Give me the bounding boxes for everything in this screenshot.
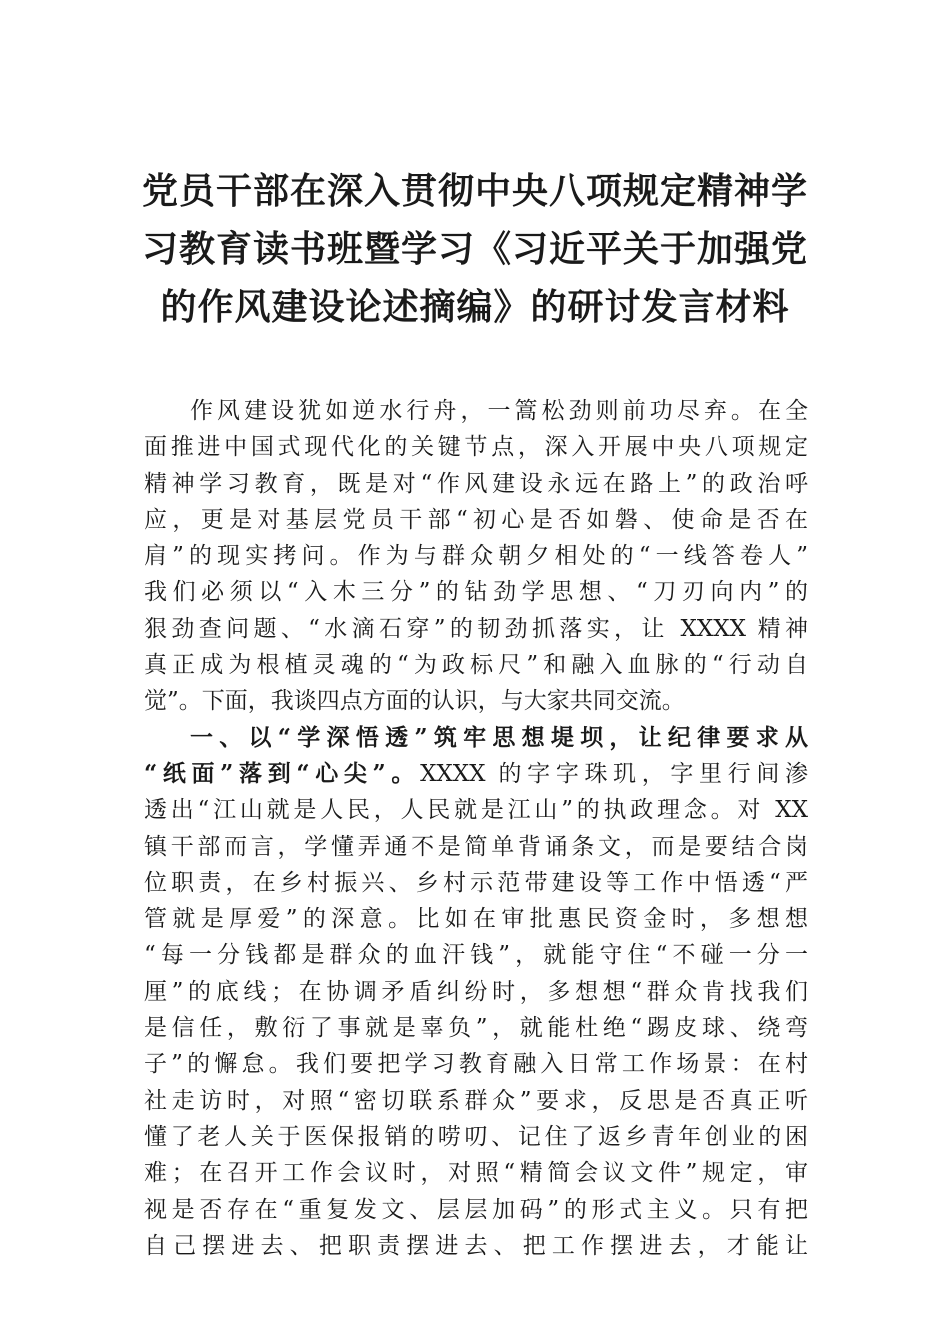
title-line: 党员干部在深入贯彻中央八项规定精神学 [141,170,808,212]
intro-line: 觉”。下面，我谈四点方面的认识，与大家共同交流。 [144,688,685,715]
section-line: 是信任，敷衍了事就是辜负”，就能杜绝“踢皮球、绕弯 [144,1015,808,1042]
section-line: 社走访时，对照“密切联系群众”要求，反思是否真正听 [144,1087,808,1114]
section-line: 子”的懈怠。我们要把学习教育融入日常工作场景：在村 [144,1051,808,1078]
intro-line: 作风建设犹如逆水行舟，一篙松劲则前功尽弃。在全 [190,398,808,424]
intro-line: 面推进中国式现代化的关键节点，深入开展中央八项规定 [144,434,808,461]
section-line: 难；在召开工作会议时，对照“精简会议文件”规定，审 [144,1160,808,1187]
section-line: 透出“江山就是人民，人民就是江山”的执政理念。对 XX [144,797,808,824]
title-line: 习教育读书班暨学习《习近平关于加强党 [141,228,808,270]
intro-line: 应，更是对基层党员干部“初心是否如磐、使命是否在 [144,506,808,533]
document-body [144,393,808,1264]
intro-line: 狠劲查问题、“水滴石穿”的韧劲抓落实，让 XXXX 精神 [144,615,808,642]
intro-line: 精神学习教育，既是对“作风建设永远在路上”的政治呼 [144,470,808,497]
section-line [144,756,808,792]
intro-line: 真正成为根植灵魂的“为政标尺”和融入血脉的“行动自 [144,652,808,679]
section-line: 自己摆进去、把职责摆进去、把工作摆进去，才能让 [144,1232,808,1259]
section-line: 厘”的底线；在协调矛盾纠纷时，多想想“群众肯找我们 [144,978,808,1005]
section-heading-continued: “纸面”落到“心尖”。 [144,759,421,787]
title-line: 的作风建设论述摘编》的研讨发言材料 [160,286,790,328]
section-line: “每一分钱都是群众的血汗钱”，就能守住“不碰一分一 [144,942,808,969]
intro-line: 我们必须以“入木三分”的钻劲学思想、“刀刃向内”的 [144,579,808,606]
section-line: 视是否存在“重复发文、层层加码”的形式主义。只有把 [144,1196,808,1223]
section-line: 位职责，在乡村振兴、乡村示范带建设等工作中悟透“严 [144,869,808,896]
section-heading: 一、以“学深悟透”筑牢思想堤坝，让纪律要求从 [190,723,808,751]
section-line: 管就是厚爱”的深意。比如在审批惠民资金时，多想想 [144,906,808,933]
section-line: 懂了老人关于医保报销的唠叨、记住了返乡青年创业的困 [144,1123,808,1150]
document-title [120,162,830,336]
section-line-text: XXXX 的字字珠玑，字里行间渗 [420,760,809,787]
intro-line: 肩”的现实拷问。作为与群众朝夕相处的“一线答卷人” [144,543,808,570]
section-line: 镇干部而言，学懂弄通不是简单背诵条文，而是要结合岗 [144,833,808,860]
